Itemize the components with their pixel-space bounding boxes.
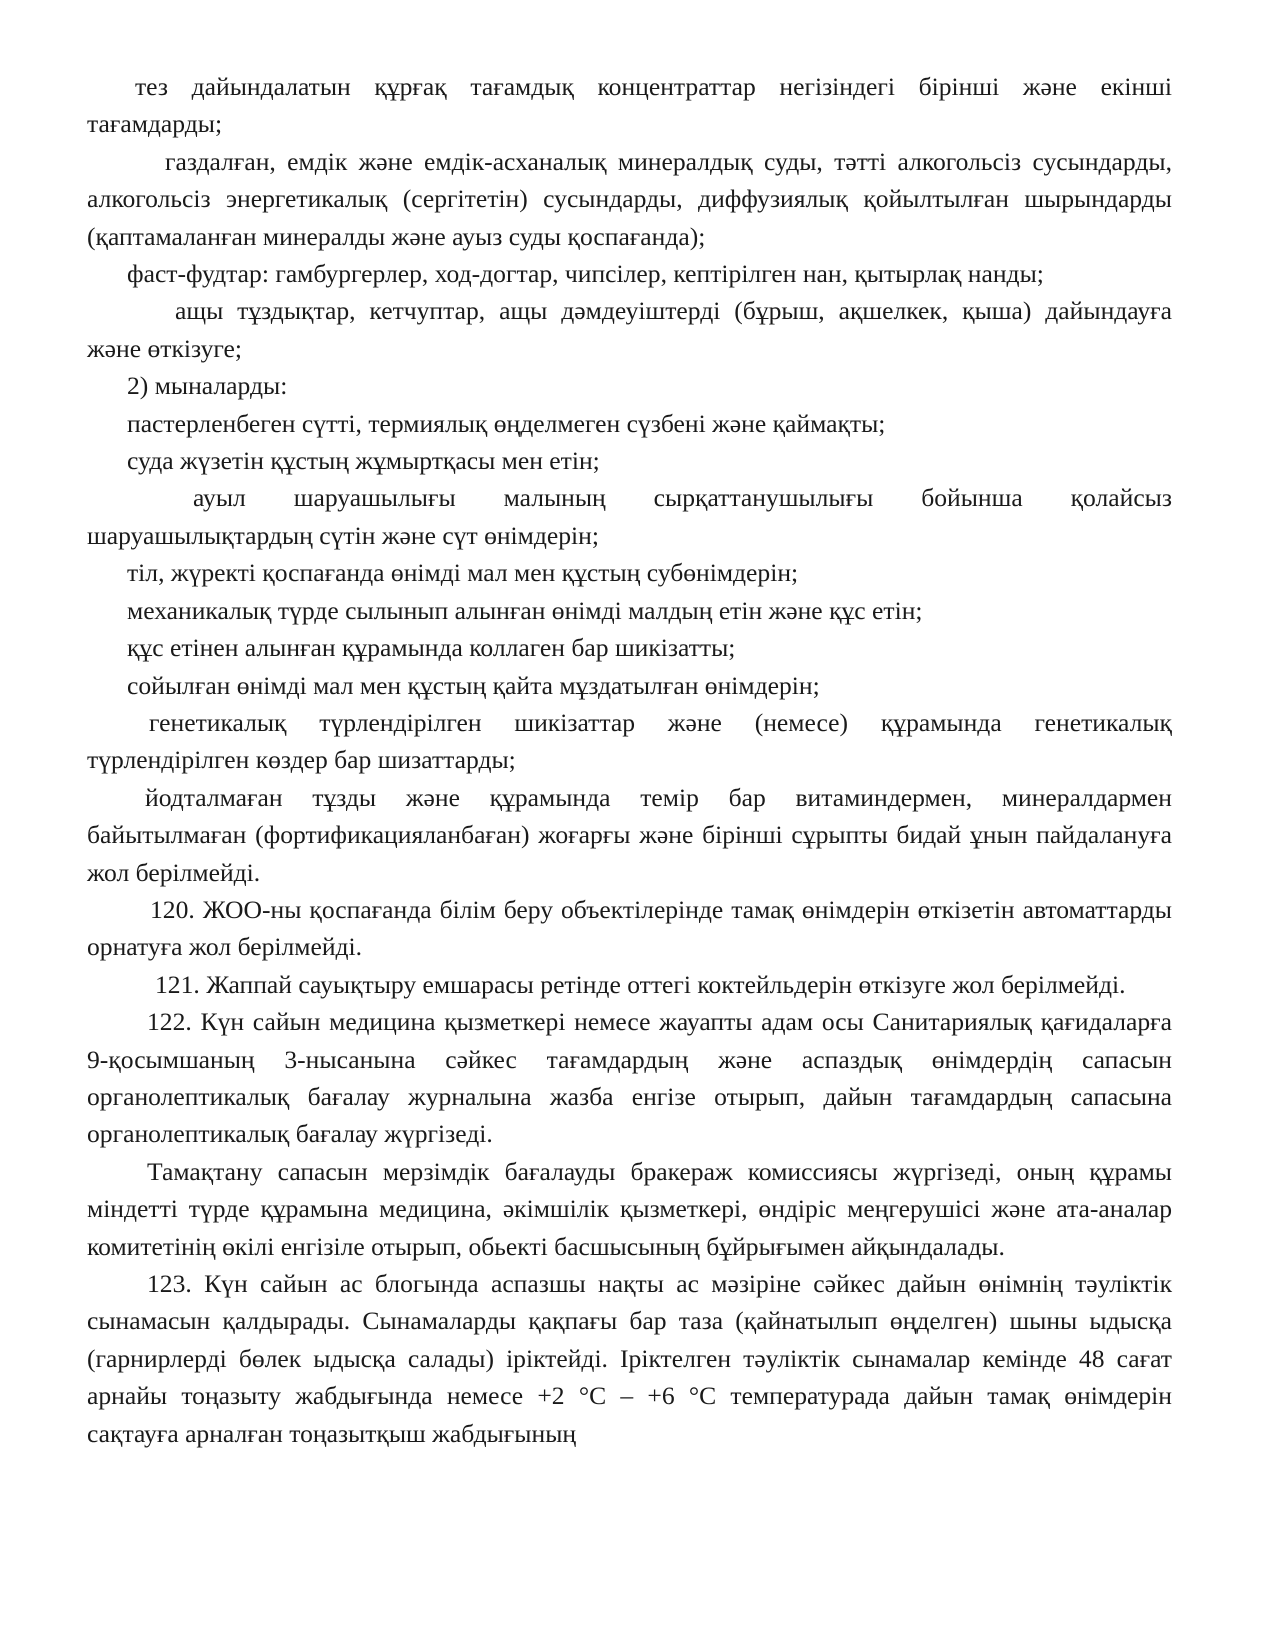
paragraph: тіл, жүректі қоспағанда өнімді мал мен құстың субөнімдерін;: [127, 558, 799, 588]
document-page: [87, 68, 1172, 1452]
paragraph: 120. ЖОО-ны қоспағанда білім беру объектілерінде тамақ өнімдерін өткізетін автоматтарды орнатуға жол берілмейді.: [87, 894, 1172, 962]
paragraph: 2) мыналарды:: [127, 371, 288, 401]
paragraph: 123. Күн сайын ас блогында аспазшы нақты ас мәзіріне сәйкес дайын өнімнің тәуліктік сынамасын қалдырады. Сынамаларды қақпағы бар таза (қайнатылып өңделген) шыны ыдысқа (гарнирлерді бөлек ыдысқа салады) іріктейді. Іріктелген тәуліктік сынамалар кемінде 48 сағат арнайы тоңазыту жабдығында немесе +2 °С – +6 °С температурада дайын тамақ өнімдерін сақтауға арналған тоңазытқыш жабдығының: [87, 1269, 1172, 1448]
paragraph: газдалған, емдік және емдік-асханалық минералдық суды, тәтті алкогольсіз сусындарды, алкогольсіз энергетикалық (сергітетін) сусындарды, диффузиялық қойылтылған шырындарды (қаптамаланған минералды және ауыз суды қоспағанда);: [87, 146, 1172, 251]
paragraph: 121. Жаппай сауықтыру емшарасы ретінде оттегі коктейльдерін өткізуге жол берілмейді.: [155, 969, 1126, 999]
paragraph: сойылған өнімді мал мен құстың қайта мұздатылған өнімдерін;: [127, 670, 820, 700]
paragraph: Тамақтану сапасын мерзімдік бағалауды бракераж комиссиясы жүргізеді, оның құрамы міндетті түрде құрамына медицина, әкімшілік қызметкері, өндіріс меңгерушісі және ата-аналар комитетінің өкілі енгізіле отырып, обьекті басшысының бұйрығымен айқындалады.: [87, 1156, 1172, 1261]
paragraph: суда жүзетін құстың жұмыртқасы мен етін;: [127, 446, 600, 476]
paragraph: механикалық түрде сылынып алынған өнімді малдың етін және құс етін;: [127, 595, 923, 625]
paragraph: 122. Күн сайын медицина қызметкері немесе жауапты адам осы Санитариялық қағидаларға 9-қосымшаның 3-нысанына сәйкес тағамдардың және аспаздық өнімдердің сапасын органолептикалық бағалау журналына жазба енгізе отырып, дайын тағамдардың сапасына органолептикалық бағалау жүргізеді.: [87, 1007, 1172, 1149]
paragraph: ауыл шаруашылығы малының сырқаттанушылығы бойынша қолайсыз шаруашылықтардың сүтін және сүт өнімдерін;: [87, 483, 1172, 550]
paragraph: йодталмаған тұзды және құрамында темір бар витаминдермен, минералдармен байытылмаған (фортификацияланбаған) жоғарғы және бірінші сұрыпты бидай ұнын пайдалануға жол берілмейді.: [87, 782, 1172, 887]
paragraph: құс етінен алынған құрамында коллаген бар шикізатты;: [127, 633, 736, 663]
paragraph: фаст-фудтар: гамбургерлер, ход-догтар, чипсілер, кептірілген нан, қытырлақ нанды;: [127, 259, 1044, 289]
paragraph: генетикалық түрлендірілген шикізаттар және (немесе) құрамында генетикалық түрлендірілген көздер бар шизаттарды;: [87, 707, 1172, 775]
paragraph: пастерленбеген сүтті, термиялық өңделмеген сүзбені және қаймақты;: [127, 408, 886, 438]
paragraph: ащы тұздықтар, кетчуптар, ащы дәмдеуіштерді (бұрыш, ақшелкек, қыша) дайындауға және өткізуге;: [87, 296, 1172, 363]
paragraph: тез дайындалатын құрғақ тағамдық концентраттар негізіндегі бірінші және екінші тағамдарды;: [87, 72, 1172, 139]
